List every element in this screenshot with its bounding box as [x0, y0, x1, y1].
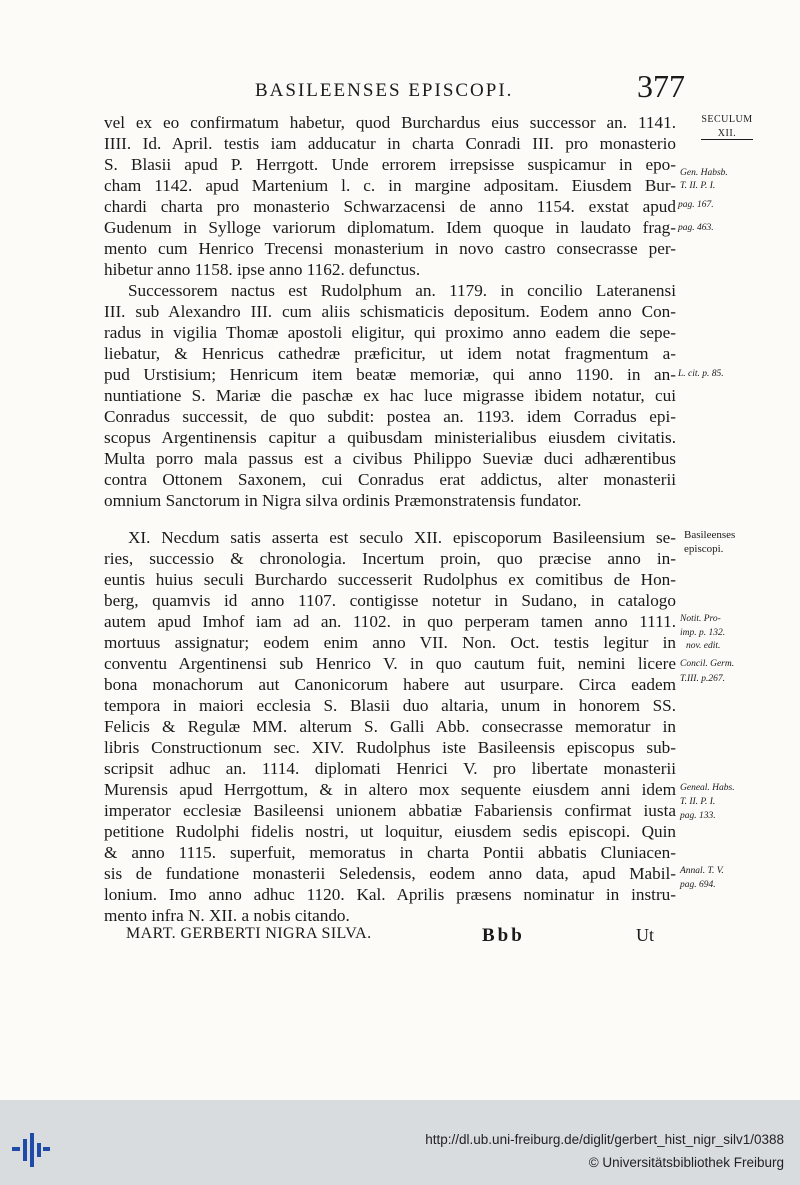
text-line: lonium. Imo anno adhuc 1120. Kal. Aprilis præsens nominatur in instru-: [104, 885, 676, 904]
text-line: Multa porro mala passus est a civibus Philippo Sueviæ duci adhærentibus: [104, 449, 676, 468]
paragraph-1: [104, 112, 676, 280]
text-line: III. sub Alexandro III. cum aliis schismaticis depositum. Eodem anno Con-: [104, 302, 676, 321]
text-line: Felicis & Regulæ MM. alterum S. Galli Abb. consecrasse memoratur in: [104, 717, 676, 736]
margin-note: T. II. P. I.: [680, 797, 716, 807]
text-line: IIII. Id. April. testis iam adducatur in charta Conradi III. pro monasterio: [104, 134, 676, 153]
text-line: XI. Necdum satis asserta est seculo XII. episcoporum Basileensium se-: [128, 528, 676, 547]
margin-note: T.III. p.267.: [680, 674, 725, 684]
margin-heading-line1: SECULUM: [701, 114, 753, 125]
text-line: radus in vigilia Thomæ apostoli eligitur, qui proximo anno eadem die sepe-: [104, 323, 676, 342]
page-footer: [104, 925, 676, 949]
margin-note: episcopi.: [684, 543, 724, 555]
text-line: mortuus assignatur; eodem enim anno VII. Non. Oct. testis legitur in: [104, 633, 676, 652]
margin-note: T. II. P. I.: [680, 181, 716, 191]
margin-note: pag. 133.: [680, 811, 716, 821]
margin-heading-line2: XII.: [717, 128, 737, 139]
margin-note: imp. p. 132.: [680, 628, 726, 638]
text-line: & anno 1115. superfuit, memoratus in charta Pontii abbatis Cluniacen-: [104, 843, 676, 862]
text-line: cham 1142. apud Martenium l. c. in margine adpositam. Eiusdem Bur-: [104, 176, 676, 195]
text-line: Conradus successit, de quo subdit: postea an. 1193. idem Corradus epi-: [104, 407, 676, 426]
running-header: [255, 68, 685, 110]
text-line: bona monachorum aut Canonicorum habere aut usurpare. Circa eadem: [104, 675, 676, 694]
text-line: petitione Rudolphi fidelis nostri, ut loquitur, eiusdem sedis episcopi. Quin: [104, 822, 676, 841]
margin-note: pag. 167.: [678, 200, 714, 210]
margin-note: Notit. Pro-: [680, 614, 721, 624]
text-line: liebatur, & Henricus cathedræ præficitur, ut idem notat fragmentum a-: [104, 344, 676, 363]
text-line: sis de fundatione monasterii Seledensis, eodem anno data, apud Mabil-: [104, 864, 676, 883]
text-line: scopus Argentinensis capitur a quibusdam ministerialibus eiusdem civitatis.: [104, 428, 676, 447]
viewer-info-bar: [0, 1100, 800, 1185]
text-line: libris Constructionum sec. XIV. Rudolphus iste Basileensis episcopus sub-: [104, 738, 676, 757]
text-line: mento infra N. XII. a nobis citando.: [104, 906, 350, 925]
text-line: tempora in maiori ecclesia S. Blasii duo altaria, unum in honorem SS.: [104, 696, 676, 715]
margin-note: Annal. T. V.: [680, 866, 724, 876]
margin-note: Geneal. Habs.: [680, 783, 735, 793]
text-line: chardi charta pro monasterio Schwarzacensi de anno 1154. exstat apud: [104, 197, 676, 216]
text-line: pud Urstisium; Henricum item beatæ memoriæ, qui anno 1190. in an-: [104, 365, 676, 384]
margin-note: Basileenses: [684, 529, 736, 541]
footer-author: MART. GERBERTI NIGRA SILVA.: [126, 925, 372, 942]
page-number: 377: [637, 68, 685, 104]
copyright-notice: © Universitätsbibliothek Freiburg: [588, 1155, 784, 1170]
catchword: Ut: [636, 925, 654, 945]
margin-note: Concil. Germ.: [680, 659, 735, 669]
signature-mark: Bbb: [482, 925, 525, 946]
text-line: S. Blasii apud P. Herrgott. Unde errorem irrepsisse suspicamur in epo-: [104, 155, 676, 174]
margin-heading: [692, 114, 762, 140]
text-line: conventu Argentinensi sub Henrico V. in quo cautum fuit, nemini licere: [104, 654, 676, 673]
text-line: Gudenum in Sylloge variorum diplomatum. Idem quoque in laudato frag-: [104, 218, 676, 237]
paragraph-3: [104, 527, 676, 926]
paragraph-2: [104, 280, 676, 511]
margin-note: nov. edit.: [686, 641, 721, 651]
library-logo-icon: [12, 1133, 50, 1167]
text-line: omnium Sanctorum in Nigra silva ordinis Præmonstratensis fundator.: [104, 491, 582, 510]
text-line: nuntiatione S. Mariæ die paschæ ex hac luce migrasse ibidem notatur, cui: [104, 386, 676, 405]
header-title: BASILEENSES EPISCOPI.: [255, 80, 514, 101]
text-line: ries, successio & chronologia. Incertum proin, quo præcise anno in-: [104, 549, 676, 568]
margin-heading-rule: [701, 139, 753, 140]
text-line: berg, quamvis id anno 1107. contigisse notetur in Sudano, in catalogo: [104, 591, 676, 610]
margin-note: Gen. Habsb.: [680, 168, 728, 178]
text-line: mento cum Henrico Trecensi monasterium in novo castro consecrasse per-: [104, 239, 676, 258]
text-line: vel ex eo confirmatum habetur, quod Burchardus eius successor an. 1141.: [104, 113, 676, 132]
margin-note: pag. 463.: [678, 223, 714, 233]
text-line: euntis huius seculi Burchardo successerit Rudolphus ex comitibus de Hon-: [104, 570, 676, 589]
text-line: scripsit adhuc an. 1114. diplomati Henrici V. pro libertate monasterii: [104, 759, 676, 778]
text-line: hibetur anno 1158. ipse anno 1162. defunctus.: [104, 260, 421, 279]
source-url-link[interactable]: http://dl.ub.uni-freiburg.de/diglit/gerbert_hist_nigr_silv1/0388: [425, 1132, 784, 1147]
margin-note: L. cit. p. 85.: [678, 369, 724, 379]
text-line: autem apud Imhof iam ad an. 1102. in quo perperam tamen anno 1111.: [104, 612, 676, 631]
text-line: Murensis apud Herrgottum, & in altero mox sequente eiusdem anni idem: [104, 780, 676, 799]
text-line: contra Ottonem Saxonem, cui Conradus erat addictus, alter monasterii: [104, 470, 676, 489]
text-line: imperator ecclesiæ Basileensi unionem abbatiæ Fabariensis confirmat iusta: [104, 801, 676, 820]
text-line: Successorem nactus est Rudolphum an. 1179. in concilio Lateranensi: [128, 281, 676, 300]
margin-note: pag. 694.: [680, 880, 716, 890]
